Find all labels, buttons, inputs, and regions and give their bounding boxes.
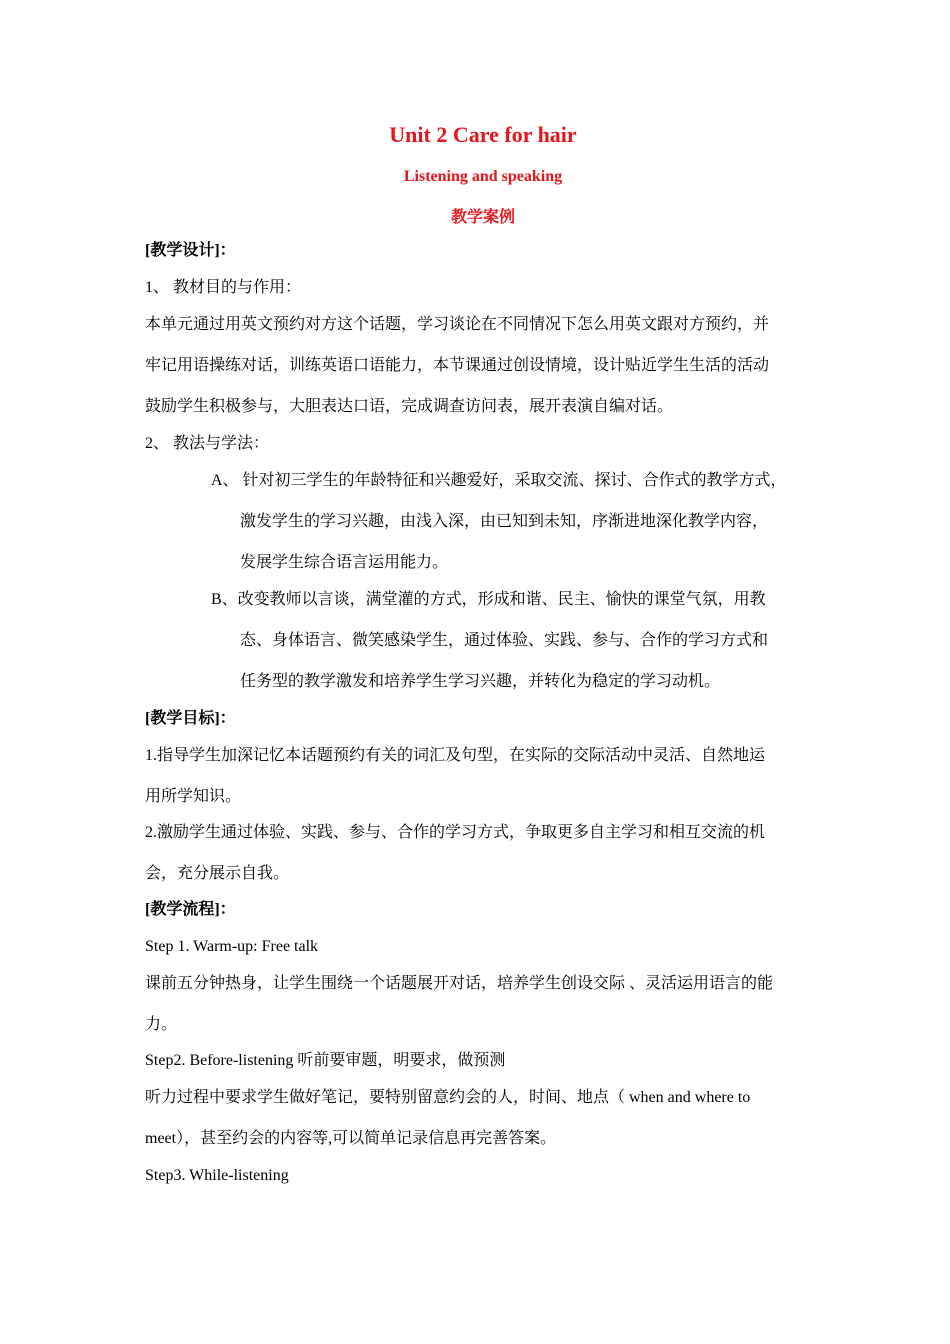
design-item1-line: 本单元通过用英文预约对方这个话题，学习谈论在不同情况下怎么用英文跟对方预约，并	[145, 316, 770, 333]
goals-line: 会，充分展示自我。	[145, 865, 290, 882]
design-item2-heading: 2、 教法与学法：	[145, 435, 270, 452]
design-item2-b-line: 态、身体语言、微笑感染学生，通过体验、实践、参与、合作的学习方式和	[240, 632, 769, 649]
process-line: Step 1. Warm-up: Free talk	[145, 938, 319, 955]
process-line: 听力过程中要求学生做好笔记，要特别留意约会的人，时间、地点（ when and where to	[145, 1089, 751, 1106]
goals-heading: [教学目标]：	[145, 710, 236, 727]
goals-line: 用所学知识。	[145, 788, 242, 805]
case-label: 教学案例	[450, 209, 515, 226]
design-item2-b-line: B、改变教师以言谈，满堂灌的方式，形成和谐、民主、愉快的课堂气氛，用教	[211, 591, 766, 608]
process-line: Step2. Before-listening 听前要审题，明要求，做预测	[145, 1052, 506, 1069]
design-item1-line: 鼓励学生积极参与，大胆表达口语，完成调查访问表，展开表演自编对话。	[145, 398, 674, 415]
document-title: Unit 2 Care for hair	[389, 122, 577, 147]
document-subtitle: Listening and speaking	[403, 168, 563, 185]
design-item2-a-line: 发展学生综合语言运用能力。	[240, 554, 449, 571]
process-line: meet），甚至约会的内容等,可以简单记录信息再完善答案。	[145, 1130, 557, 1147]
design-item1-heading: 1、 教材目的与作用：	[145, 279, 302, 296]
design-item2-b-line: 任务型的教学激发和培养学生学习兴趣，并转化为稳定的学习动机。	[240, 673, 721, 690]
process-line: 力。	[145, 1016, 178, 1033]
process-heading: [教学流程]：	[145, 901, 236, 918]
goals-line: 2.激励学生通过体验、实践、参与、合作的学习方式，争取更多自主学习和相互交流的机	[145, 824, 766, 841]
goals-line: 1.指导学生加深记忆本话题预约有关的词汇及句型，在实际的交际活动中灵活、自然地运	[145, 747, 766, 764]
process-line: Step3. While-listening	[145, 1167, 289, 1184]
design-item2-a-line: A、 针对初三学生的年龄特征和兴趣爱好，采取交流、探讨、合作式的教学方式，	[211, 472, 787, 489]
design-item2-a-line: 激发学生的学习兴趣，由浅入深，由已知到未知，序渐进地深化教学内容，	[240, 513, 769, 530]
design-item1-line: 牢记用语操练对话，训练英语口语能力，本节课通过创设情境，设计贴近学生生活的活动	[145, 357, 770, 374]
process-line: 课前五分钟热身，让学生围绕一个话题展开对话，培养学生创设交际 、灵活运用语言的能	[145, 975, 774, 992]
design-heading: [教学设计]：	[145, 242, 236, 259]
